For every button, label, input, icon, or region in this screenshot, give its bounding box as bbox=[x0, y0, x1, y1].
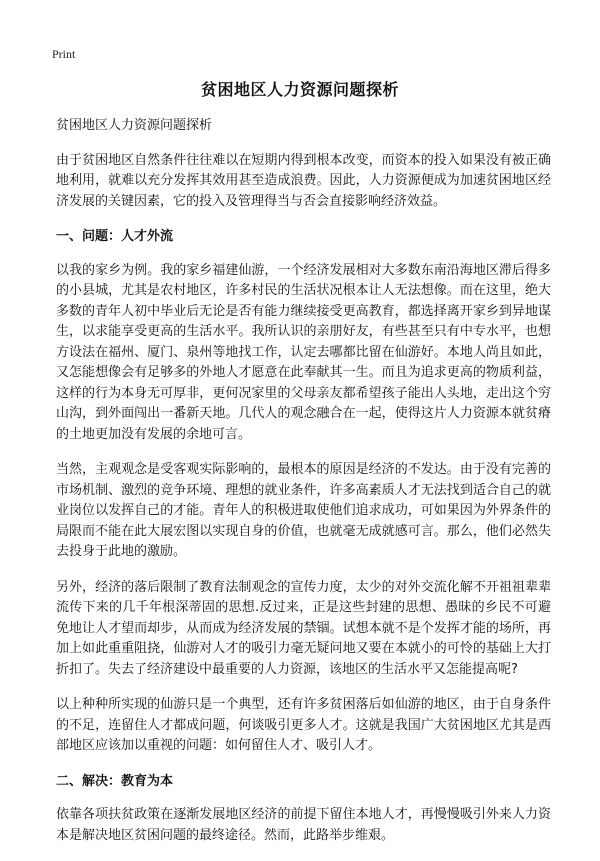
article-body bbox=[56, 116, 551, 861]
section1-paragraph-4: 以上种种所实现的仙游只是一个典型，还有许多贫困落后如仙游的地区，由于自身条件的不足，连留住人才都成问题，何谈吸引更多人才。这就是我国广大贫困地区尤其是西部地区应该加以重视的问题：如何留住人才、吸引人才。 bbox=[56, 697, 551, 753]
section1-paragraph-2: 当然，主观观念是受客观实际影响的，最根本的原因是经济的不发达。由于没有完善的市场机制、激烈的竞争环境、理想的就业条件，许多高素质人才无法找到适合自己的就业岗位以发挥自己的才能。青年人的积极进取使他们追求成功，可如果因为外界条件的局限而不能在此大展宏图以实现自身的价值，也就毫无成就感可言。那么，他们必然失去投身于此地的激励。 bbox=[56, 462, 551, 559]
section1-paragraph-1: 以我的家乡为例。我的家乡福建仙游，一个经济发展相对大多数东南沿海地区滞后得多的小县城，尤其是农村地区，许多村民的生活状况根本让人无法想像。而在这里，绝大多数的青年人初中毕业后无论是否有能力继续接受更高教育，都选择离开家乡到异地谋生，以求能享受更高的生活水平。我所认识的亲朋好友，有些甚至只有中专水平，也想方设法在福州、厦门、泉州等地找工作，认定去哪都比留在仙游好。本地人尚且如此，又怎能想像会有足够多的外地人才愿意在此奉献其一生。而且为追求更高的物质利益，这样的行为本身无可厚非，更何况家里的父母亲友都希望孩子能出人头地，走出这个穷山沟，到外面闯出一番新天地。几代人的观念融合在一起，使得这片人力资源本就贫瘠的土地更加没有发展的余地可言。 bbox=[56, 262, 551, 442]
print-link[interactable]: Print bbox=[52, 47, 76, 61]
section1-paragraph-3: 另外，经济的落后限制了教育法制观念的宣传力度，太少的对外交流化解不开祖祖辈辈流传下来的几千年根深蒂固的思想.反过来，正是这些封建的思想、愚昧的乡民不可避免地让人才望而却步，从而成为经济发展的禁锢。试想本就不是个发挥才能的场所，再加上如此重重阻挠，仙游对人才的吸引力毫无疑问地又要在本就小的可怜的基础上大打折扣了。失去了经济建设中最重要的人力资源，该地区的生活水平又怎能提高呢? bbox=[56, 579, 551, 677]
section2-paragraph-1: 依靠各项扶贫政策在逐渐发展地区经济的前提下留住本地人才，再慢慢吸引外来人力资本是解决地区贫困问题的最终途径。然而，此路举步维艰。 bbox=[56, 807, 551, 843]
intro-paragraph: 由于贫困地区自然条件往往难以在短期内得到根本改变，而资本的投入如果没有被正确地利用，就难以充分发挥其效用甚至造成浪费。因此，人力资源便成为加速贫困地区经济发展的关键因素，它的投入及管理得当与否会直接影响经济效益。 bbox=[56, 152, 551, 209]
section-heading-problem: 一、问题：人才外流 bbox=[56, 229, 174, 244]
article-subtitle: 贫困地区人力资源问题探析 bbox=[56, 118, 213, 133]
section-heading-solution: 二、解决：教育为本 bbox=[56, 773, 174, 789]
page-title: 贫困地区人力资源问题探析 bbox=[200, 80, 399, 99]
